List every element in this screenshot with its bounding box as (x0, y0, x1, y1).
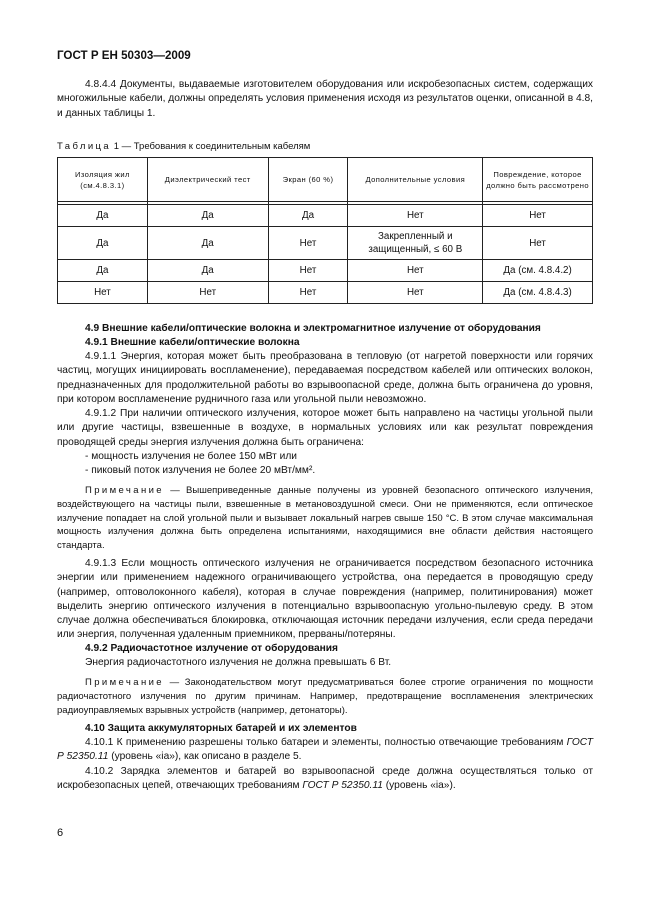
table-cell: Нет (268, 282, 348, 304)
table-cell: Закрепленный и защищенный, ≤ 60 В (348, 227, 483, 260)
paragraph-text: 4.10.2 Зарядка элементов и батарей во взрывоопасной среде должна осуществляться только от искробезопасных цепей, отвечающих требованиям (57, 766, 593, 792)
paragraph-text: (уровень «ia»). (382, 780, 456, 792)
table-cell: Да (147, 205, 268, 227)
table-cell: Нет (348, 260, 483, 282)
column-header: Экран (60 %) (268, 158, 348, 202)
note-2 (57, 676, 593, 717)
note-label: Примечание (85, 485, 164, 496)
paragraph-4-8-4-4: 4.8.4.4 Документы, выдаваемые изготовителем оборудования или искробезопасных систем, содержащих многожильные кабели, должны определять условия применения исходя из результатов оценки, описанной в 4.8, и данных таблицы 1. (57, 79, 593, 119)
table-row (58, 205, 593, 227)
table-cell: Да (58, 227, 148, 260)
table-row (58, 227, 593, 260)
paragraph-4-10-1 (57, 736, 593, 765)
table-row (58, 260, 593, 282)
table-cell: Да (см. 4.8.4.2) (483, 260, 593, 282)
table-cell: Да (см. 4.8.4.3) (483, 282, 593, 304)
table-cell: Нет (348, 282, 483, 304)
paragraph-4-9-1-3: 4.9.1.3 Если мощность оптического излучения не ограничивается посредством безопасного источника энергии или применением надежного ограничивающего устройства, она передается в проводящую среду (например, оптоволоконного кабеля), которая в случае повреждения (например, политинирования) может выделить энергию оптического излучения в потенциально взрывоопасную угольно-пылевую среду. В этом случае должна обеспечиваться блокировка, отключающая источник передачи излучения, если среда передачи или энергия, полученная удаленным приемником, прерваны/потеряны. (57, 558, 593, 641)
table-row (58, 282, 593, 304)
table-cell: Да (147, 227, 268, 260)
column-header: Дополнительные условия (348, 158, 483, 202)
section-heading-4-9-1: 4.9.1 Внешние кабели/оптические волокна (85, 337, 300, 348)
list-item: - мощность излучения не более 150 мВт или (85, 451, 298, 462)
table-cell: Нет (58, 282, 148, 304)
table-cell: Нет (268, 260, 348, 282)
paragraph-4-9-1-2: 4.9.1.2 При наличии оптического излучения, которое может быть направлено на частицы угольной пыли или другие частицы, взвешенные в воздухе, в нормальных условиях или как результат повреждения проводящей среды энергия излучения должна быть ограничена: (57, 408, 593, 448)
table-cell: Нет (348, 205, 483, 227)
section-heading-4-9-2: 4.9.2 Радиочастотное излучение от оборудования (85, 643, 339, 654)
list-item: - пиковый поток излучения не более 20 мВт/мм². (85, 465, 316, 476)
table-cell: Нет (483, 205, 593, 227)
table-header-row (58, 158, 593, 202)
standard-reference: ГОСТ Р 52350.11 (302, 780, 383, 792)
table-cell: Нет (147, 282, 268, 304)
paragraph-text: (уровень «ia»), как описано в разделе 5. (108, 751, 302, 763)
table-cell: Да (58, 260, 148, 282)
section-heading-4-9: 4.9 Внешние кабели/оптические волокна и электромагнитное излучение от оборудования (85, 323, 541, 334)
paragraph-4-9-1-1: 4.9.1.1 Энергия, которая может быть преобразована в тепловую (от нагретой поверхности или горячих частиц, могущих инициировать воспламенение), передаваемая посредством кабелей или оптических волокон, предназначенных для продолжительной работы во взрывоопасной среде, должна быть ограничена до уровня, при котором воспламенение рудничного газа или угольной пыли невозможно. (57, 351, 593, 405)
column-header: Диэлектрический тест (147, 158, 268, 202)
column-header: Изоляция жил (см.4.8.3.1) (58, 158, 148, 202)
table-cell: Да (268, 205, 348, 227)
table-cell: Нет (483, 227, 593, 260)
paragraph-text: 4.10.1 К применению разрешены только батареи и элементы, полностью отвечающие требованиям (85, 737, 567, 748)
table-cell: Нет (268, 227, 348, 260)
note-text: — Вышеприведенные данные получены из уровней безопасного оптического излучения, воздействующего на частицы пыли, взвешенные в метановоздушной смеси. Они не применяются, если оптическое излучение попадает на слой угольной пыли и вызывает локальный нагрев свыше 150 °С. В этом случае максимальная мощность излучения должна быть определена испытаниями, находящимися вне области действия настоящего стандарта. (57, 485, 593, 552)
requirements-table (57, 157, 593, 304)
table-caption-text: 1 — Требования к соединительным кабелям (111, 141, 311, 152)
table-cell: Да (147, 260, 268, 282)
section-heading-4-10: 4.10 Защита аккумуляторных батарей и их элементов (85, 723, 357, 734)
table-cell: Да (58, 205, 148, 227)
page-number: 6 (57, 827, 64, 839)
note-text: — Законодательством могут предусматриваться более строгие ограничения по мощности радиочастотного излучения по другим причинам. Например, предотвращение воспламенения электрических радиоуправляемых взрывных устройств (например, детонаторы). (57, 677, 593, 716)
standard-reference: ГОСТ Р 52350.11 (57, 737, 593, 763)
table-caption-word: Таблица (57, 141, 112, 152)
column-header: Повреждение, которое должно быть рассмотрено (483, 158, 593, 202)
paragraph-4-10-2 (57, 765, 593, 794)
paragraph-4-9-2: Энергия радиочастотного излучения не должна превышать 6 Вт. (85, 657, 392, 668)
note-label: Примечание (85, 677, 164, 688)
document-header: ГОСТ Р ЕН 50303—2009 (57, 49, 191, 62)
note-1 (57, 484, 593, 553)
table-caption (57, 140, 310, 154)
